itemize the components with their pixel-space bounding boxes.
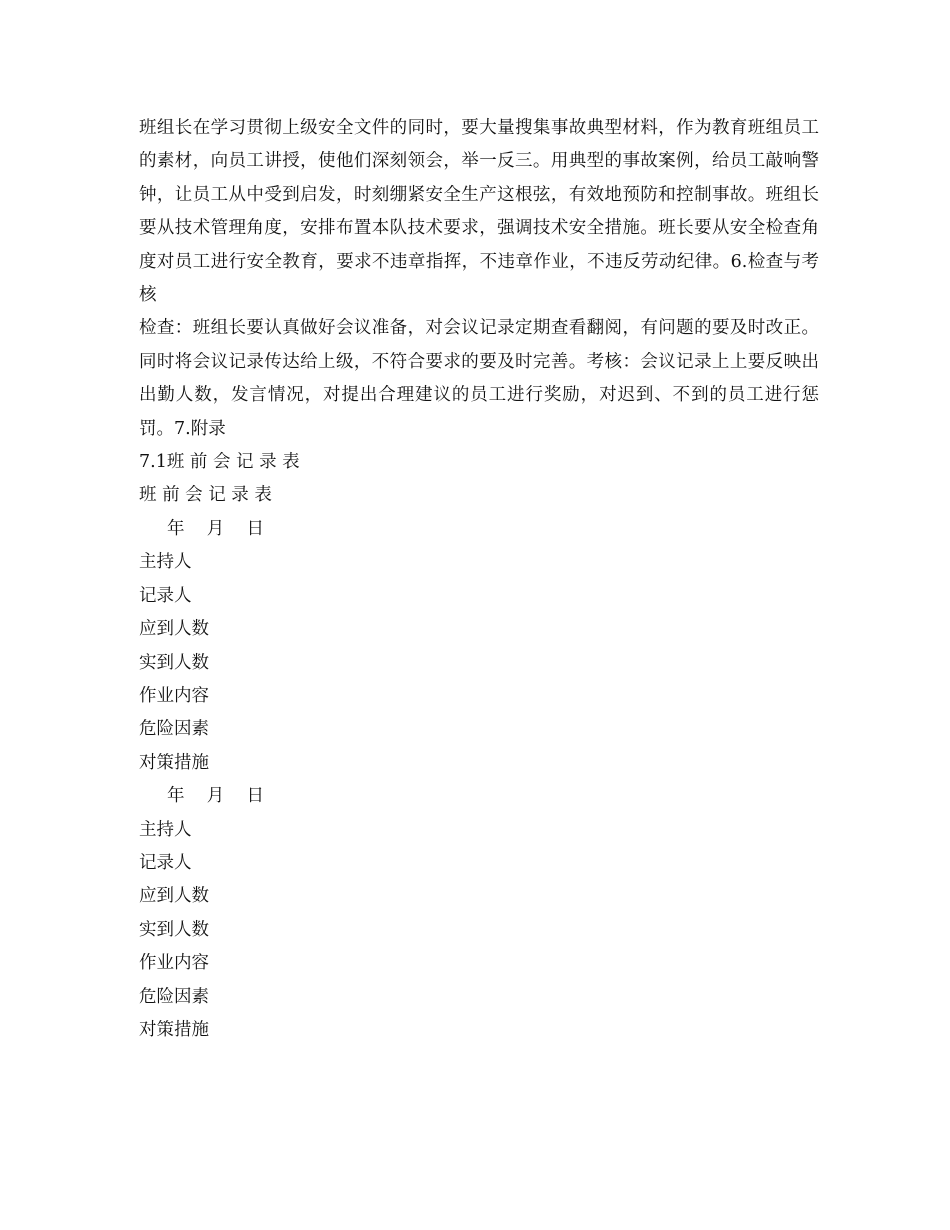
date-line: 年 月 日 — [167, 518, 265, 539]
expected-attendance-label: 应到人数 — [139, 886, 209, 907]
hazards-label: 危险因素 — [139, 719, 209, 740]
appendix-heading: 7.1班 前 会 记 录 表 — [139, 452, 300, 473]
record-form-2 — [139, 780, 819, 1047]
actual-attendance-label: 实到人数 — [139, 919, 209, 940]
record-form-1 — [139, 513, 819, 780]
body-paragraph-2: 检查：班组长要认真做好会议准备，对会议记录定期查看翻阅，有问题的要及时改正。同时将会议记录传达给上级，不符合要求的要及时完善。考核：会议记录上上要反映出出勤人数，发言情况，对提出合理建议的员工进行奖励，对迟到、不到的员工进行惩罚。7.附录 — [139, 318, 819, 439]
countermeasures-label: 对策措施 — [139, 1019, 209, 1040]
host-label: 主持人 — [139, 552, 192, 573]
date-line: 年 月 日 — [167, 786, 265, 807]
body-paragraph-1: 班组长在学习贯彻上级安全文件的同时，要大量搜集事故典型材料，作为教育班组员工的素材，向员工讲授，使他们深刻领会，举一反三。用典型的事故案例，给员工敲响警钟，让员工从中受到启发，时刻绷紧安全生产这根弦，有效地预防和控制事故。班组长要从技术管理角度，安排布置本队技术要求，强调技术安全措施。班长要从安全检查角度对员工进行安全教育，要求不违章指挥，不违章作业，不违反劳动纪律。6.检查与考核 — [139, 118, 819, 306]
document-page — [139, 112, 819, 1047]
work-content-label: 作业内容 — [139, 685, 209, 706]
table-title: 班 前 会 记 录 表 — [139, 485, 272, 506]
countermeasures-label: 对策措施 — [139, 752, 209, 773]
actual-attendance-label: 实到人数 — [139, 652, 209, 673]
work-content-label: 作业内容 — [139, 953, 209, 974]
host-label: 主持人 — [139, 819, 192, 840]
expected-attendance-label: 应到人数 — [139, 619, 209, 640]
recorder-label: 记录人 — [139, 585, 192, 606]
recorder-label: 记录人 — [139, 852, 192, 873]
hazards-label: 危险因素 — [139, 986, 209, 1007]
